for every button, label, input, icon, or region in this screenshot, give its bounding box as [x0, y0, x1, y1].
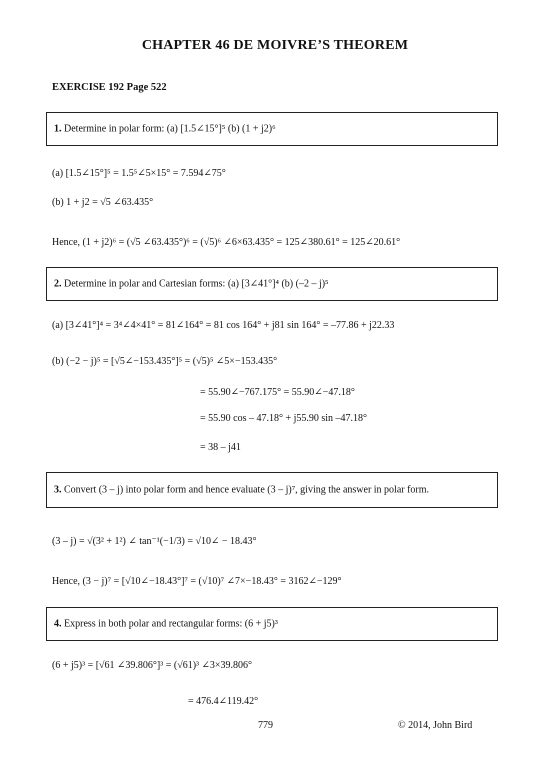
question-number: 3. [54, 484, 62, 496]
answer-line: (a) [3∠41°]⁴ = 3⁴∠4×41° = 81∠164° = 81 cos 164° + j81 sin 164° = –77.86 + j22.33 [52, 320, 395, 331]
question-box-3 [46, 472, 498, 508]
answer-line: (6 + j5)³ = [√61 ∠39.806°]³ = (√61)³ ∠3×39.806° [52, 660, 253, 671]
question-text: Convert (3 – j) into polar form and hence evaluate (3 – j)⁷, giving the answer in polar form. [64, 484, 430, 496]
question-number: 4. [54, 618, 62, 630]
question-box-1 [46, 112, 498, 146]
answer-line: Hence, (1 + j2)⁶ = (√5 ∠63.435°)⁶ = (√5)⁶ ∠6×63.435° = 125∠380.61° = 125∠20.61° [52, 237, 401, 248]
question-box-4 [46, 607, 498, 641]
answer-line: (b) 1 + j2 = √5 ∠63.435° [52, 197, 154, 208]
question-text: Determine in polar and Cartesian forms: (a) [3∠41°]⁴ (b) (–2 – j)⁵ [64, 278, 329, 290]
answer-line: = 476.4∠119.42° [188, 696, 259, 707]
question-text: Determine in polar form: (a) [1.5∠15°]⁵ (b) (1 + j2)⁶ [64, 123, 276, 135]
page-title: CHAPTER 46 DE MOIVRE’S THEOREM [141, 38, 409, 53]
question-number: 1. [54, 123, 62, 135]
copyright: © 2014, John Bird [398, 720, 473, 731]
question-number: 2. [54, 278, 62, 290]
answer-line: Hence, (3 − j)⁷ = [√10∠−18.43°]⁷ = (√10)⁷ ∠7×−18.43° = 3162∠−129° [52, 576, 342, 587]
answer-line: (b) (−2 − j)⁵ = [√5∠−153.435°]⁵ = (√5)⁵ ∠5×−153.435° [52, 356, 278, 367]
exercise-heading: EXERCISE 192 Page 522 [52, 82, 167, 93]
answer-line: = 38 – j41 [200, 442, 241, 453]
page-number: 779 [258, 720, 273, 731]
answer-line: (a) [1.5∠15°]⁵ = 1.5⁵∠5×15° = 7.594∠75° [52, 168, 226, 179]
question-text: Express in both polar and rectangular forms: (6 + j5)³ [64, 618, 278, 630]
answer-line: = 55.90 cos – 47.18° + j55.90 sin –47.18° [200, 413, 368, 424]
answer-line: = 55.90∠−767.175° = 55.90∠−47.18° [200, 387, 355, 398]
question-box-2 [46, 267, 498, 301]
answer-line: (3 – j) = √(3² + 1²) ∠ tan⁻¹(−1/3) = √10∠ − 18.43° [52, 536, 257, 547]
